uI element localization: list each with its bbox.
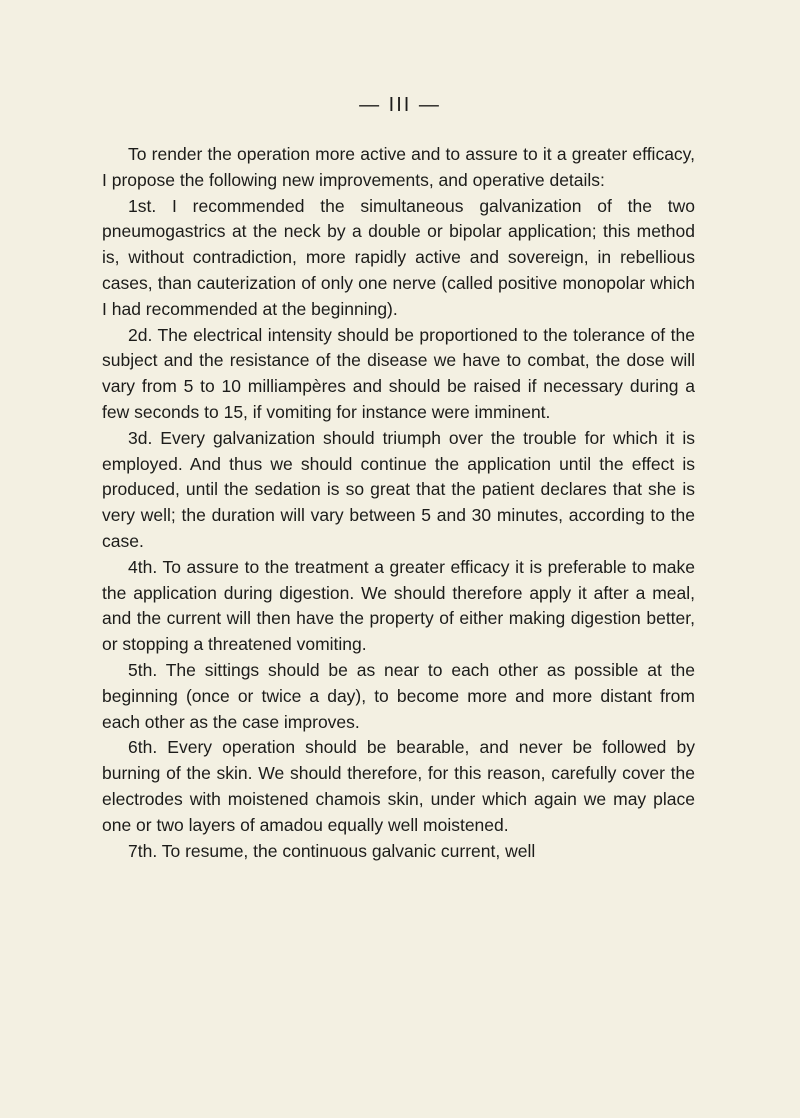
paragraph-2d: 2d. The electrical intensity should be proportioned to the tolerance of the subject and the resistance of the disease we have to combat, the dose will vary from 5 to 10 milliampères and should be raised if necessary during a few seconds to 15, if vomiting for instance were imminent.	[102, 324, 695, 422]
paragraph-intro: To render the operation more active and to assure to it a greater efficacy, I propose the following new improvements, and operative details:	[102, 144, 695, 190]
paragraph-1st: 1st. I recommended the simultaneous galvanization of the two pneumogastrics at the neck by a double or bipolar application; this method is, without contradiction, more rapidly active and sovereign, in rebellious cases, than cauterization of only one nerve (called positive monopolar which I had recommended at the beginning).	[102, 195, 695, 319]
paragraph-4th: 4th. To assure to the treatment a greater efficacy it is preferable to make the application during digestion. We should therefore apply it after a meal, and the current will then have the property of either making digestion better, or stopping a threatened vomiting.	[102, 556, 695, 655]
page-number: — III —	[359, 94, 441, 116]
paragraph-3d: 3d. Every galvanization should triumph over the trouble for which it is employed. And thus we should continue the application until the effect is produced, until the sedation is so great that the patient declares that she is very well; the duration will vary between 5 and 30 minutes, according to the case.	[102, 427, 695, 551]
paragraph-7th: 7th. To resume, the continuous galvanic current, well	[128, 840, 536, 861]
paragraph-5th: 5th. The sittings should be as near to each other as possible at the beginning (once or twice a day), to become more and more distant from each other as the case improves.	[102, 659, 695, 732]
body-text	[102, 142, 695, 864]
paragraph-6th: 6th. Every operation should be bearable, and never be followed by burning of the skin. We should therefore, for this reason, carefully cover the electrodes with moistened chamois skin, under which again we may place one or two layers of amadou equally well moistened.	[102, 737, 695, 835]
